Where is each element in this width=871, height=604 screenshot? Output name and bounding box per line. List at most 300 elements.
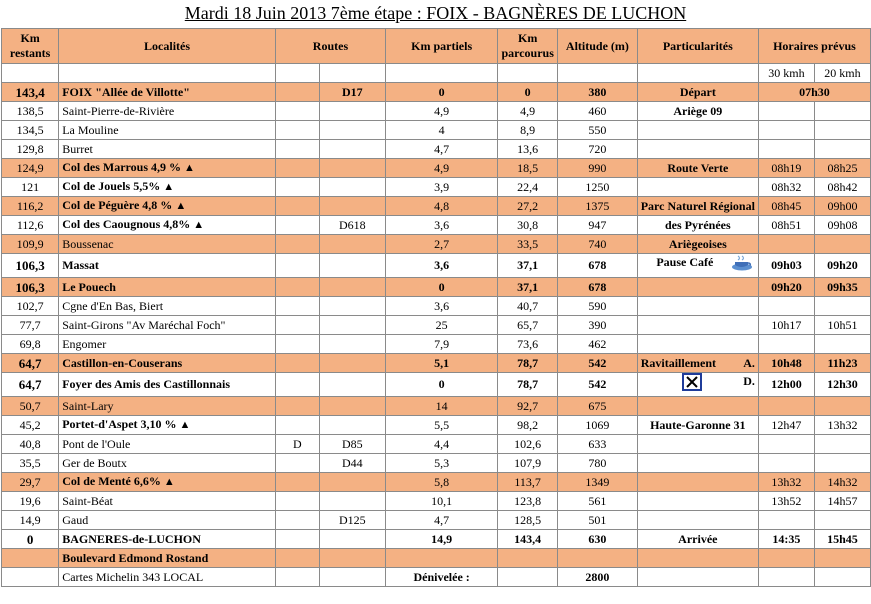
empty-cell — [2, 549, 59, 568]
localite-name: Burret — [62, 141, 93, 156]
altitude-cell: 633 — [558, 435, 638, 454]
horaire-30-cell: 10h17 — [758, 316, 814, 335]
meal-type-label: D. — [743, 374, 755, 388]
table-row — [2, 316, 871, 335]
particularite-label: Ariègeoises — [668, 236, 727, 251]
km-parcourus-cell: 0 — [498, 83, 558, 102]
route-cell — [319, 159, 385, 178]
empty-cell — [319, 549, 385, 568]
km-restants-cell: 112,6 — [2, 216, 59, 235]
km-restants-cell: 138,5 — [2, 102, 59, 121]
localite-name: Col de Péguère 4,8 % — [62, 198, 173, 212]
direction-cell — [275, 197, 319, 216]
altitude-cell: 550 — [558, 121, 638, 140]
localite-name: Foyer des Amis des Castillonnais — [62, 377, 231, 391]
header-km-parcourus: Km parcourus — [498, 29, 558, 64]
particularite-cell — [637, 235, 758, 254]
route-cell: D618 — [319, 216, 385, 235]
localite-name: Engomer — [62, 336, 107, 351]
particularite-cell — [637, 140, 758, 159]
horaire-30-cell: 12h47 — [758, 416, 814, 435]
altitude-cell: 678 — [558, 254, 638, 278]
horaire-30-cell — [758, 121, 814, 140]
km-parcourus-cell: 40,7 — [498, 297, 558, 316]
km-restants-cell: 0 — [2, 530, 59, 549]
particularite-label: Ariège 09 — [673, 103, 723, 118]
particularite-cell — [637, 83, 758, 102]
route-cell: D125 — [319, 511, 385, 530]
km-partiels-cell: 10,1 — [386, 492, 498, 511]
horaire-20-cell — [814, 235, 870, 254]
horaire-20-cell — [814, 102, 870, 121]
localite-name: Cgne d'En Bas, Biert — [62, 298, 164, 313]
footer-row — [2, 549, 871, 568]
localite-name: Saint-Lary — [62, 398, 114, 413]
direction-cell — [275, 397, 319, 416]
localite-name: Boussenac — [62, 236, 114, 251]
header-row — [2, 29, 871, 64]
localite-cell — [59, 102, 276, 121]
speed-30: 30 kmh — [758, 64, 814, 83]
direction-cell — [275, 373, 319, 397]
horaire-30-cell: 13h32 — [758, 473, 814, 492]
climb-triangle-icon: ▲ — [184, 162, 195, 174]
km-restants-cell: 121 — [2, 178, 59, 197]
horaire-30-cell: 10h48 — [758, 354, 814, 373]
route-cell — [319, 278, 385, 297]
horaire-30-cell — [758, 235, 814, 254]
climb-triangle-icon: ▲ — [193, 219, 205, 231]
horaire-30-cell: 09h20 — [758, 278, 814, 297]
header-localites: Localités — [59, 29, 276, 64]
km-partiels-cell: 2,7 — [386, 235, 498, 254]
km-parcourus-cell: 37,1 — [498, 254, 558, 278]
horaire-30-cell — [758, 435, 814, 454]
localite-cell — [59, 416, 276, 435]
horaire-30-cell: 09h03 — [758, 254, 814, 278]
horaire-30-cell — [758, 140, 814, 159]
localite-name: Saint-Girons "Av Maréchal Foch" — [62, 317, 226, 332]
localite-name: Ger de Boutx — [62, 455, 127, 470]
horaire-20-cell — [814, 335, 870, 354]
km-restants-cell: 109,9 — [2, 235, 59, 254]
altitude-cell: 1069 — [558, 416, 638, 435]
horaire-20-cell: 09h00 — [814, 197, 870, 216]
particularite-label: des Pyrénées — [665, 217, 731, 232]
km-partiels-cell: 5,5 — [386, 416, 498, 435]
header-altitude: Altitude (m) — [558, 29, 638, 64]
km-parcourus-cell: 113,7 — [498, 473, 558, 492]
cartes-label: Cartes Michelin 343 LOCAL — [59, 568, 276, 587]
route-cell: D17 — [319, 83, 385, 102]
km-restants-cell: 64,7 — [2, 373, 59, 397]
altitude-cell: 1250 — [558, 178, 638, 197]
altitude-cell: 542 — [558, 354, 638, 373]
localite-cell — [59, 511, 276, 530]
horaire-30-cell — [758, 511, 814, 530]
table-row — [2, 235, 871, 254]
climb-triangle-icon: ▲ — [163, 181, 175, 193]
km-parcourus-cell: 4,9 — [498, 102, 558, 121]
km-partiels-cell: 4 — [386, 121, 498, 140]
horaire-20-cell: 15h45 — [814, 530, 870, 549]
horaire-20-cell: 13h32 — [814, 416, 870, 435]
empty-cell — [498, 568, 558, 587]
localite-name: Col de Menté 6,6% — [62, 474, 161, 488]
localite-cell — [59, 530, 276, 549]
horaire-20-cell: 10h51 — [814, 316, 870, 335]
km-partiels-cell: 25 — [386, 316, 498, 335]
km-restants-cell: 129,8 — [2, 140, 59, 159]
empty-cell — [498, 549, 558, 568]
km-partiels-cell: 4,9 — [386, 159, 498, 178]
denivelee-label: Dénivelée : — [386, 568, 498, 587]
km-parcourus-cell: 143,4 — [498, 530, 558, 549]
km-restants-cell: 19,6 — [2, 492, 59, 511]
km-partiels-cell: 4,7 — [386, 511, 498, 530]
localite-cell — [59, 178, 276, 197]
particularite-cell — [637, 316, 758, 335]
table-row — [2, 102, 871, 121]
km-parcourus-cell: 107,9 — [498, 454, 558, 473]
km-partiels-cell: 3,6 — [386, 254, 498, 278]
km-restants-cell: 35,5 — [2, 454, 59, 473]
km-partiels-cell: 3,6 — [386, 216, 498, 235]
header-km-restants: Km restants — [2, 29, 59, 64]
km-partiels-cell: 4,7 — [386, 140, 498, 159]
localite-cell — [59, 216, 276, 235]
km-restants-cell: 77,7 — [2, 316, 59, 335]
localite-cell — [59, 335, 276, 354]
localite-cell — [59, 492, 276, 511]
route-cell — [319, 197, 385, 216]
km-parcourus-cell: 30,8 — [498, 216, 558, 235]
km-partiels-cell: 5,3 — [386, 454, 498, 473]
localite-cell — [59, 473, 276, 492]
km-restants-cell: 40,8 — [2, 435, 59, 454]
direction-cell — [275, 254, 319, 278]
direction-cell — [275, 530, 319, 549]
km-parcourus-cell: 33,5 — [498, 235, 558, 254]
localite-name: Col des Caougnous 4,8% — [62, 217, 191, 231]
table-row — [2, 373, 871, 397]
header-horaires: Horaires prévus — [758, 29, 870, 64]
altitude-cell: 947 — [558, 216, 638, 235]
horaire-20-cell: 14h57 — [814, 492, 870, 511]
km-restants-cell: 29,7 — [2, 473, 59, 492]
km-restants-cell: 124,9 — [2, 159, 59, 178]
boulevard-label: Boulevard Edmond Rostand — [59, 549, 276, 568]
direction-cell — [275, 335, 319, 354]
empty-cell — [319, 568, 385, 587]
coffee-cup-icon — [729, 254, 755, 277]
particularite-cell — [637, 473, 758, 492]
empty-cell — [758, 549, 814, 568]
localite-name: Castillon-en-Couserans — [62, 355, 183, 370]
horaire-30-cell: 12h00 — [758, 373, 814, 397]
route-cell — [319, 473, 385, 492]
altitude-cell: 720 — [558, 140, 638, 159]
km-restants-cell: 106,3 — [2, 254, 59, 278]
route-cell — [319, 373, 385, 397]
table-row — [2, 140, 871, 159]
direction-cell — [275, 511, 319, 530]
km-parcourus-cell: 18,5 — [498, 159, 558, 178]
horaire-20-cell: 09h20 — [814, 254, 870, 278]
localite-name: La Mouline — [62, 122, 119, 137]
particularite-cell — [637, 278, 758, 297]
climb-triangle-icon: ▲ — [179, 419, 191, 431]
direction-cell — [275, 454, 319, 473]
localite-name: Saint-Pierre-de-Rivière — [62, 103, 175, 118]
km-restants-cell: 106,3 — [2, 278, 59, 297]
direction-cell — [275, 140, 319, 159]
altitude-cell: 678 — [558, 278, 638, 297]
km-parcourus-cell: 92,7 — [498, 397, 558, 416]
km-partiels-cell: 4,9 — [386, 102, 498, 121]
direction-cell — [275, 235, 319, 254]
empty-cell — [386, 549, 498, 568]
empty-cell — [758, 568, 814, 587]
horaire-20-cell: 09h35 — [814, 278, 870, 297]
localite-name: Pont de l'Oule — [62, 436, 131, 451]
table-row — [2, 178, 871, 197]
horaire-20-cell — [814, 454, 870, 473]
direction-cell — [275, 492, 319, 511]
route-cell — [319, 102, 385, 121]
km-parcourus-cell: 73,6 — [498, 335, 558, 354]
table-row — [2, 354, 871, 373]
table-row — [2, 416, 871, 435]
direction-cell — [275, 178, 319, 197]
altitude-cell: 780 — [558, 454, 638, 473]
route-cell — [319, 235, 385, 254]
horaire-30-cell — [758, 102, 814, 121]
footer-row — [2, 568, 871, 587]
km-partiels-cell: 4,4 — [386, 435, 498, 454]
km-partiels-cell: 0 — [386, 83, 498, 102]
localite-cell — [59, 373, 276, 397]
localite-cell — [59, 235, 276, 254]
km-parcourus-cell: 27,2 — [498, 197, 558, 216]
horaire-30-cell: 08h45 — [758, 197, 814, 216]
table-row — [2, 511, 871, 530]
table-row — [2, 83, 871, 102]
particularite-cell — [637, 178, 758, 197]
km-partiels-cell: 4,8 — [386, 197, 498, 216]
header-routes: Routes — [275, 29, 385, 64]
km-restants-cell: 69,8 — [2, 335, 59, 354]
empty-cell — [275, 549, 319, 568]
particularite-cell — [637, 530, 758, 549]
localite-cell — [59, 435, 276, 454]
climb-triangle-icon: ▲ — [175, 200, 187, 212]
localite-cell — [59, 397, 276, 416]
localite-name: Saint-Béat — [62, 493, 113, 508]
altitude-cell: 990 — [558, 159, 638, 178]
km-parcourus-cell: 37,1 — [498, 278, 558, 297]
direction-cell — [275, 316, 319, 335]
km-restants-cell: 64,7 — [2, 354, 59, 373]
localite-name: Le Pouech — [62, 279, 116, 294]
km-parcourus-cell: 22,4 — [498, 178, 558, 197]
table-row — [2, 254, 871, 278]
direction-cell: D — [275, 435, 319, 454]
horaire-30-cell: 14:35 — [758, 530, 814, 549]
empty-cell — [637, 549, 758, 568]
km-restants-cell: 50,7 — [2, 397, 59, 416]
altitude-cell: 740 — [558, 235, 638, 254]
table-row — [2, 473, 871, 492]
horaire-20-cell — [814, 297, 870, 316]
localite-cell — [59, 159, 276, 178]
table-row — [2, 335, 871, 354]
route-cell — [319, 121, 385, 140]
localite-cell — [59, 278, 276, 297]
altitude-cell: 462 — [558, 335, 638, 354]
altitude-cell: 630 — [558, 530, 638, 549]
route-cell — [319, 254, 385, 278]
direction-cell — [275, 83, 319, 102]
direction-cell — [275, 159, 319, 178]
empty-cell — [2, 568, 59, 587]
climb-triangle-icon: ▲ — [163, 476, 175, 488]
meal-type-label: A. — [743, 355, 755, 370]
particularite-cell — [637, 454, 758, 473]
km-parcourus-cell: 78,7 — [498, 373, 558, 397]
horaire-20-cell — [814, 140, 870, 159]
localite-cell — [59, 297, 276, 316]
particularite-cell — [637, 397, 758, 416]
particularite-cell — [637, 297, 758, 316]
km-partiels-cell: 5,1 — [386, 354, 498, 373]
table-row — [2, 530, 871, 549]
table-row — [2, 197, 871, 216]
particularite-cell — [637, 335, 758, 354]
km-partiels-cell: 5,8 — [386, 473, 498, 492]
table-row — [2, 216, 871, 235]
km-parcourus-cell: 8,9 — [498, 121, 558, 140]
km-parcourus-cell: 78,7 — [498, 354, 558, 373]
route-cell — [319, 416, 385, 435]
horaire-30-cell: 08h51 — [758, 216, 814, 235]
particularite-cell — [637, 511, 758, 530]
empty-cell — [558, 549, 638, 568]
altitude-cell: 501 — [558, 511, 638, 530]
localite-cell — [59, 254, 276, 278]
table-row — [2, 297, 871, 316]
particularite-cell — [637, 102, 758, 121]
route-cell — [319, 354, 385, 373]
km-restants-cell: 116,2 — [2, 197, 59, 216]
horaire-20-cell: 11h23 — [814, 354, 870, 373]
particularite-label: Ravitaillement — [640, 355, 717, 370]
route-cell: D85 — [319, 435, 385, 454]
localite-cell — [59, 354, 276, 373]
direction-cell — [275, 121, 319, 140]
particularite-label: Pause Café — [656, 255, 714, 269]
particularite-label: Route Verte — [667, 160, 729, 175]
route-cell — [319, 530, 385, 549]
route-cell: D44 — [319, 454, 385, 473]
horaire-20-cell: 14h32 — [814, 473, 870, 492]
km-parcourus-cell: 98,2 — [498, 416, 558, 435]
route-cell — [319, 178, 385, 197]
direction-cell — [275, 354, 319, 373]
altitude-cell: 561 — [558, 492, 638, 511]
particularite-cell — [637, 159, 758, 178]
table-row — [2, 159, 871, 178]
horaire-30-cell — [758, 335, 814, 354]
empty-cell — [637, 568, 758, 587]
horaire-30-cell: 08h32 — [758, 178, 814, 197]
km-parcourus-cell: 123,8 — [498, 492, 558, 511]
particularite-cell — [637, 216, 758, 235]
horaire-20-cell: 12h30 — [814, 373, 870, 397]
localite-cell — [59, 121, 276, 140]
table-row — [2, 492, 871, 511]
empty-cell — [275, 568, 319, 587]
horaire-30-cell — [758, 454, 814, 473]
km-partiels-cell: 7,9 — [386, 335, 498, 354]
horaire-20-cell — [814, 511, 870, 530]
km-parcourus-cell: 128,5 — [498, 511, 558, 530]
direction-cell — [275, 216, 319, 235]
altitude-cell: 460 — [558, 102, 638, 121]
page-title — [0, 0, 871, 26]
altitude-cell: 1349 — [558, 473, 638, 492]
route-cell — [319, 335, 385, 354]
table-row — [2, 454, 871, 473]
localite-cell — [59, 197, 276, 216]
stage-table — [1, 28, 871, 587]
horaire-20-cell: 09h08 — [814, 216, 870, 235]
altitude-cell: 380 — [558, 83, 638, 102]
fork-knife-icon — [682, 373, 702, 396]
particularite-label: Départ — [679, 84, 716, 99]
particularite-cell — [637, 416, 758, 435]
km-partiels-cell: 0 — [386, 373, 498, 397]
empty-cell — [814, 549, 870, 568]
km-parcourus-cell: 13,6 — [498, 140, 558, 159]
km-partiels-cell: 3,9 — [386, 178, 498, 197]
km-restants-cell: 14,9 — [2, 511, 59, 530]
horaire-20-cell — [814, 397, 870, 416]
km-partiels-cell: 14 — [386, 397, 498, 416]
km-partiels-cell: 3,6 — [386, 297, 498, 316]
direction-cell — [275, 278, 319, 297]
km-restants-cell: 134,5 — [2, 121, 59, 140]
particularite-cell — [637, 435, 758, 454]
particularite-cell — [637, 373, 758, 397]
direction-cell — [275, 473, 319, 492]
horaire-20-cell: 08h25 — [814, 159, 870, 178]
localite-name: Col des Marrous 4,9 % — [62, 160, 181, 174]
horaire-20-cell — [814, 435, 870, 454]
table-row — [2, 278, 871, 297]
km-parcourus-cell: 102,6 — [498, 435, 558, 454]
localite-cell — [59, 454, 276, 473]
km-restants-cell: 143,4 — [2, 83, 59, 102]
particularite-label: Parc Naturel Régional — [640, 198, 755, 213]
route-cell — [319, 140, 385, 159]
header-particularites: Particularités — [637, 29, 758, 64]
km-partiels-cell: 0 — [386, 278, 498, 297]
altitude-cell: 1375 — [558, 197, 638, 216]
route-cell — [319, 297, 385, 316]
empty-cell — [814, 568, 870, 587]
direction-cell — [275, 297, 319, 316]
